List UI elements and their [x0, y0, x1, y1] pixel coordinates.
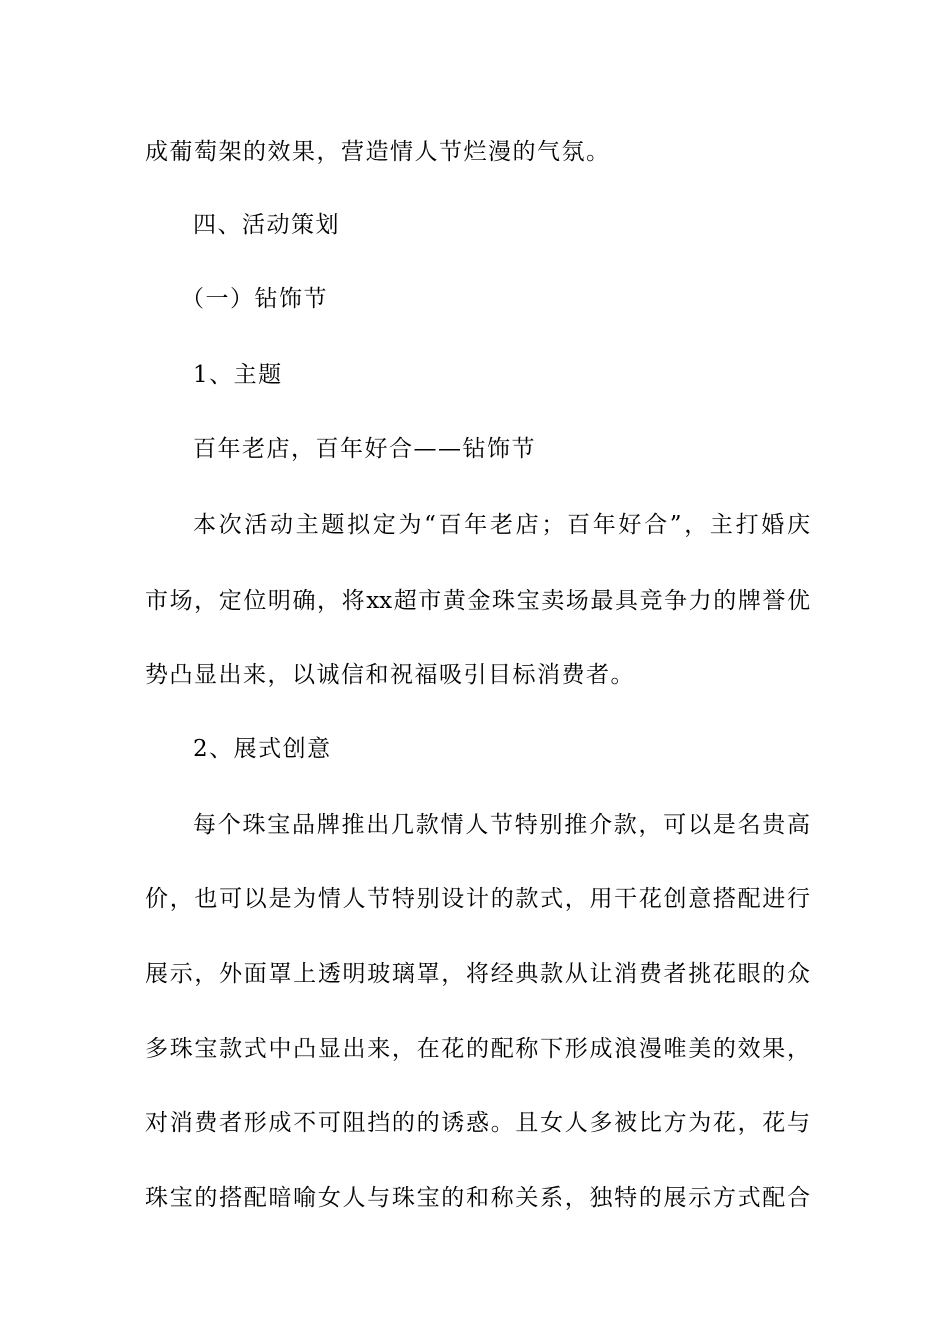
body-text-line: 成葡萄架的效果，营造情人节烂漫的气氛。 [145, 139, 611, 165]
paragraph-line: 珠宝的搭配暗喻女人与珠宝的和称关系，独特的展示方式配合 [145, 1185, 810, 1211]
item-heading: 1、主题 [193, 362, 283, 388]
subsection-heading: （一）钻饰节 [181, 286, 328, 312]
paragraph-line: 展示，外面罩上透明玻璃罩，将经典款从让消费者挑花眼的众 [145, 961, 810, 987]
theme-title: 百年老店，百年好合——钻饰节 [193, 436, 536, 462]
paragraph-line: 多珠宝款式中凸显出来，在花的配称下形成浪漫唯美的效果， [145, 1036, 810, 1062]
section-heading: 四、活动策划 [193, 212, 340, 238]
paragraph-line: 每个珠宝品牌推出几款情人节特别推介款，可以是名贵高 [193, 812, 810, 838]
paragraph-line: 势凸显出来，以诚信和祝福吸引目标消费者。 [145, 662, 635, 688]
paragraph-line: 市场，定位明确，将xx超市黄金珠宝卖场最具竞争力的牌誉优 [145, 588, 810, 614]
item-heading: 2、展式创意 [193, 736, 332, 762]
paragraph-line: 价，也可以是为情人节特别设计的款式，用干花创意搭配进行 [145, 886, 810, 912]
paragraph-line: 对消费者形成不可阻挡的的诱惑。且女人多被比方为花，花与 [145, 1110, 810, 1136]
paragraph-line: 本次活动主题拟定为“百年老店；百年好合”，主打婚庆 [193, 512, 810, 538]
